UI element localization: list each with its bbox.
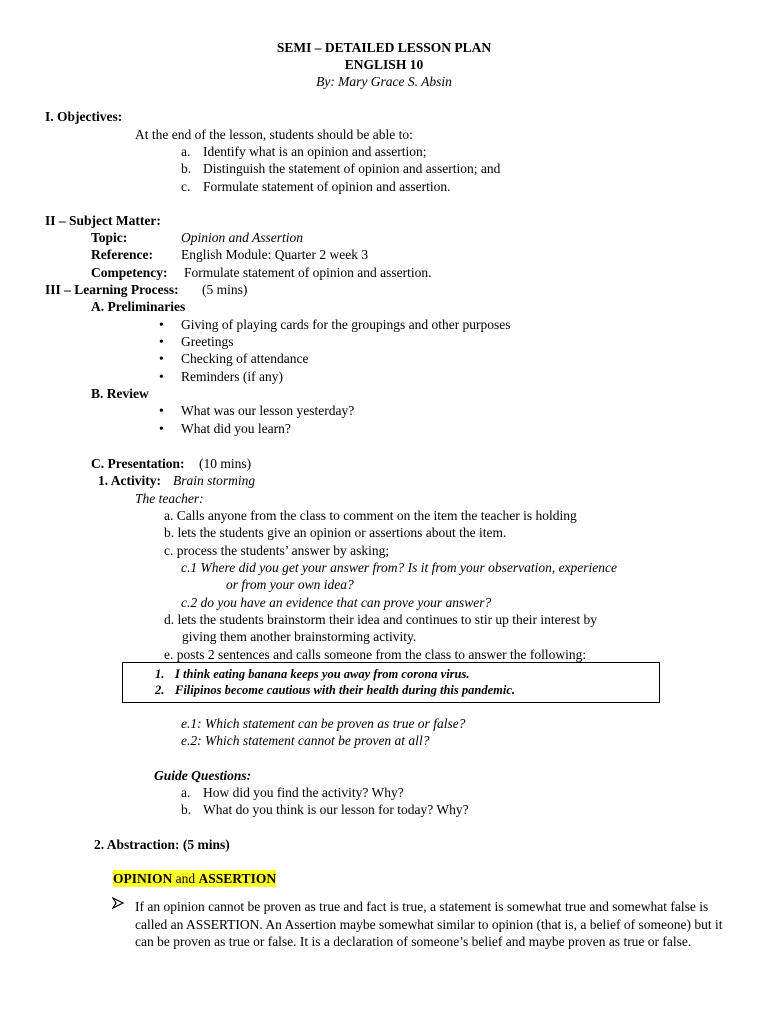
preliminaries-heading: A. Preliminaries bbox=[91, 299, 186, 314]
teacher-step-d-continued: giving them another brainstorming activity. bbox=[182, 629, 417, 644]
abstraction-title bbox=[113, 870, 276, 887]
reference-value: English Module: Quarter 2 week 3 bbox=[181, 247, 369, 262]
teacher-step-a: a. Calls anyone from the class to comment on the item the teacher is holding bbox=[164, 508, 577, 523]
teacher-step-c2: c.2 do you have an evidence that can prove your answer? bbox=[181, 595, 492, 610]
abstraction-heading: 2. Abstraction: (5 mins) bbox=[94, 837, 230, 852]
sentence-item: I think eating banana keeps you away from corona virus. bbox=[175, 667, 470, 681]
sentence-marker: 2. bbox=[155, 683, 165, 697]
preliminaries-item: • Reminders (if any) bbox=[181, 368, 283, 385]
guide-question: How did you find the activity? Why? bbox=[203, 785, 404, 800]
presentation-time: (10 mins) bbox=[199, 456, 252, 471]
subject-matter-heading: II – Subject Matter: bbox=[45, 213, 161, 228]
learning-process-time: (5 mins) bbox=[202, 282, 248, 297]
guide-question-marker: a. bbox=[181, 785, 191, 800]
competency-value: Formulate statement of opinion and assertion. bbox=[184, 265, 432, 280]
arrow-bullet-icon bbox=[112, 897, 124, 913]
teacher-step-c1: c.1 Where did you get your answer from? Is it from your observation, experience bbox=[181, 560, 618, 575]
teacher-step-e: e. posts 2 sentences and calls someone from the class to answer the following: bbox=[164, 647, 587, 662]
document-author: By: Mary Grace S. Absin bbox=[316, 74, 452, 89]
review-item: • What was our lesson yesterday? bbox=[181, 402, 354, 419]
opinion-term: OPINION bbox=[113, 871, 173, 886]
objective-marker: a. bbox=[181, 144, 191, 159]
topic-label: Topic: bbox=[91, 230, 128, 245]
preliminaries-item: • Greetings bbox=[181, 333, 233, 350]
assertion-definition: If an opinion cannot be proven as true and fact is true, a statement is somewhat true and somewhat false is called an ASSERTION. An Assertion maybe somewhat similar to opinion (that is, a belief of someone) but it can be proven as true or false. It is a declaration of someone’s belief and maybe proven as true or false. bbox=[135, 899, 723, 949]
activity-label: 1. Activity: bbox=[98, 473, 161, 488]
sentence-marker: 1. bbox=[155, 667, 165, 681]
sentence-item: Filipinos become cautious with their health during this pandemic. bbox=[175, 683, 515, 697]
objective-item: Identify what is an opinion and assertion; bbox=[203, 144, 427, 159]
document-subject: ENGLISH 10 bbox=[344, 57, 424, 72]
review-item: • What did you learn? bbox=[181, 420, 291, 437]
review-heading: B. Review bbox=[91, 386, 149, 401]
guide-question-marker: b. bbox=[181, 802, 192, 817]
teacher-step-c: c. process the students’ answer by asking; bbox=[164, 543, 390, 558]
reference-label: Reference: bbox=[91, 247, 153, 262]
teacher-step-c1-continued: or from your own idea? bbox=[226, 577, 354, 592]
objective-item: Formulate statement of opinion and assertion. bbox=[203, 179, 451, 194]
guide-questions-heading: Guide Questions: bbox=[154, 768, 252, 783]
teacher-label: The teacher: bbox=[135, 491, 204, 506]
objectives-heading: I. Objectives: bbox=[45, 109, 123, 124]
competency-label: Competency: bbox=[91, 265, 168, 280]
question-e1: e.1: Which statement can be proven as true or false? bbox=[181, 716, 466, 731]
title-conjunction: and bbox=[172, 871, 199, 886]
preliminaries-item: • Giving of playing cards for the groupings and other purposes bbox=[181, 316, 511, 333]
question-e2: e.2: Which statement cannot be proven at all? bbox=[181, 733, 430, 748]
objective-marker: b. bbox=[181, 161, 192, 176]
assertion-term: ASSERTION bbox=[198, 871, 277, 886]
objectives-intro: At the end of the lesson, students should be able to: bbox=[135, 127, 413, 142]
guide-question: What do you think is our lesson for today? Why? bbox=[203, 802, 469, 817]
objective-marker: c. bbox=[181, 179, 191, 194]
teacher-step-b: b. lets the students give an opinion or assertions about the item. bbox=[164, 525, 507, 540]
preliminaries-item: • Checking of attendance bbox=[181, 350, 308, 367]
teacher-step-d: d. lets the students brainstorm their idea and continues to stir up their interest by bbox=[164, 612, 598, 627]
objective-item: Distinguish the statement of opinion and assertion; and bbox=[203, 161, 501, 176]
document-title: SEMI – DETAILED LESSON PLAN bbox=[276, 40, 492, 55]
presentation-heading: C. Presentation: bbox=[91, 456, 185, 471]
topic-value: Opinion and Assertion bbox=[181, 230, 304, 245]
learning-process-heading: III – Learning Process: bbox=[45, 282, 179, 297]
activity-name: Brain storming bbox=[173, 473, 256, 488]
